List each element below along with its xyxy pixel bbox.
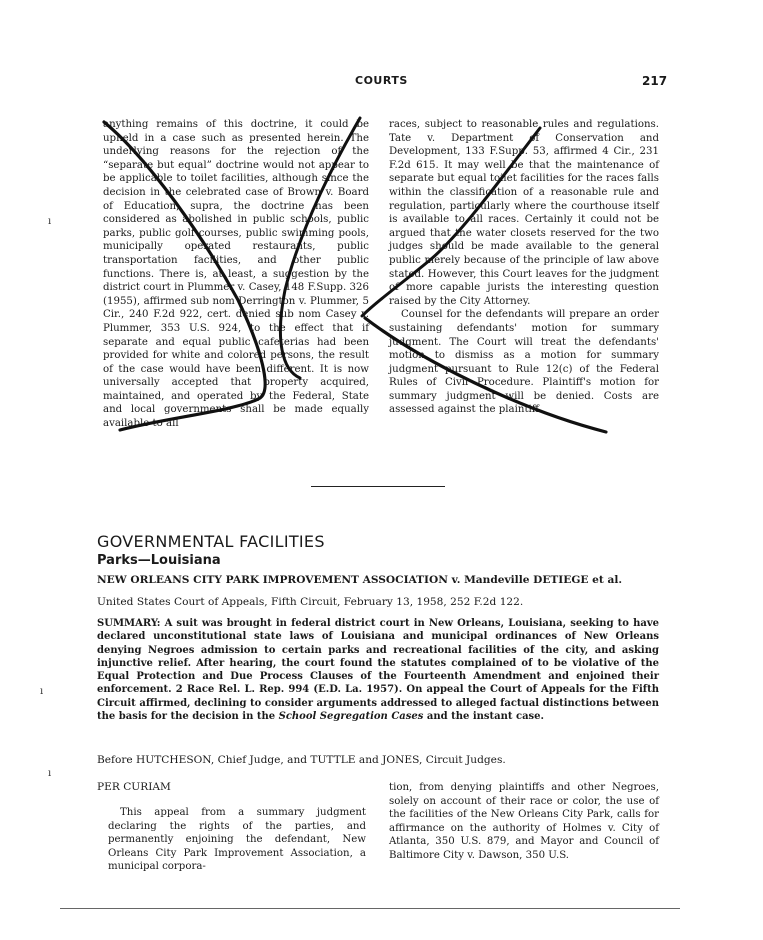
paragraph: This appeal from a summary judgment declaring the rights of the parties, and permanently enjoining the defendant, New Orleans City Park Improvement Association, a municipal corpora-: [108, 807, 366, 873]
case-summary: [97, 617, 659, 723]
page-number: 217: [642, 74, 668, 88]
case-citation: United States Court of Appeals, Fifth Circuit, February 13, 1958, 252 F.2d 122.: [97, 596, 524, 608]
page-header: [0, 74, 763, 92]
bottom-right-column: [389, 781, 659, 863]
bottom-left-column: [108, 806, 366, 874]
top-right-column: [389, 118, 659, 417]
case-title: NEW ORLEANS CITY PARK IMPROVEMENT ASSOCIATION v. Mandeville DETIEGE et al.: [97, 574, 623, 586]
running-head: COURTS: [355, 74, 408, 87]
section-heading: GOVERNMENTAL FACILITIES: [97, 532, 325, 551]
paragraph: tion, from denying plaintiffs and other Negroes, solely on account of their race or color, the use of the facilities of the New Orleans City Park, calls for affirmance on the authority of Holmes v. City of Atlanta, 350 U.S. 879, and Mayor and Council of Baltimore City v. Dawson, 350 U.S.: [389, 782, 659, 861]
summary-label: SUMMARY:: [97, 618, 161, 629]
summary-text: A suit was brought in federal district court in New Orleans, Louisiana, seeking to have declared unconstitutional state laws of Louisiana and municipal ordinances of New Orleans denying Negroes admission to certain parks and recreational facilities of the city, and asking injunctive relief. After hearing, the court found the statutes complained of to be violative of the Equal Protection and Due Process Clauses of the Fourteenth Amendment and enjoined their enforcement. 2 Race Rel. L. Rep. 994 (E.D. La. 1957). On appeal the Court of Appeals for the Fifth Circuit affirmed, declining to consider arguments addressed to alleged factual distinctions between the basis for the decision in the: [97, 618, 660, 723]
margin-tick: ı: [48, 216, 52, 227]
paragraph: races, subject to reasonable rules and regulations. Tate v. Department of Conservation and Development, 133 F.Supp. 53, affirmed 4 Cir., 231 F.2d 615. It may well be that the maintenance of separate but equal toilet facilities for the races falls within the classification of a reasonable rule and regulation, particularly where the courthouse itself is available to all races. Certainly it could not be argued that the water closets reserved for the two judges should be made available to the general public merely because of the principle of law above stated. However, this Court leaves for the judgment of more capable jurists the interesting question raised by the City Attorney.: [389, 119, 659, 307]
scan-edge-line: [60, 908, 680, 909]
margin-tick: ı: [48, 768, 52, 779]
margin-tick: ı: [40, 686, 44, 697]
subsection-heading: Parks—Louisiana: [97, 553, 221, 568]
summary-italic: School Segregation Cases: [278, 711, 424, 723]
top-left-column: [103, 118, 369, 431]
paragraph: Counsel for the defendants will prepare an order sustaining defendants' motion for summary judgment. The Court will treat the defendants' motion to dismiss as a motion for summary judgment pursuant to Rule 12(c) of the Federal Rules of Civil Procedure. Plaintiff's motion for summary judgment will be denied. Costs are assessed against the plaintiff.: [389, 309, 659, 416]
bench-line: Before HUTCHESON, Chief Judge, and TUTTLE and JONES, Circuit Judges.: [97, 754, 506, 766]
summary-text-end: and the instant case.: [426, 711, 545, 723]
paragraph: anything remains of this doctrine, it could be upheld in a case such as presented herein. The underlying reasons for the rejection of the “separate but equal” doctrine would not appear to be applicable to toilet facilities, although since the decision in the celebrated case of Brown v. Board of Education, supra, the doctrine has been considered as abolished in public schools, public parks, public golf courses, public swimming pools, municipally operated restaurants, public transportation facilities, and other public functions. There is, at least, a suggestion by the district court in Plummer v. Casey, 148 F.Supp. 326 (1955), affirmed sub nom Derrington v. Plummer, 5 Cir., 240 F.2d 922, cert. denied sub nom Casey v. Plummer, 353 U.S. 924, to the effect that if separate and equal public cafeterias had been provided for white and colored persons, the result of the case would have been different. It is now universally accepted that property acquired, maintained, and operated by the Federal, State and local governments shall be made equally available to all: [103, 119, 369, 430]
per-curiam-heading: PER CURIAM: [97, 781, 171, 793]
section-divider: [311, 486, 445, 487]
